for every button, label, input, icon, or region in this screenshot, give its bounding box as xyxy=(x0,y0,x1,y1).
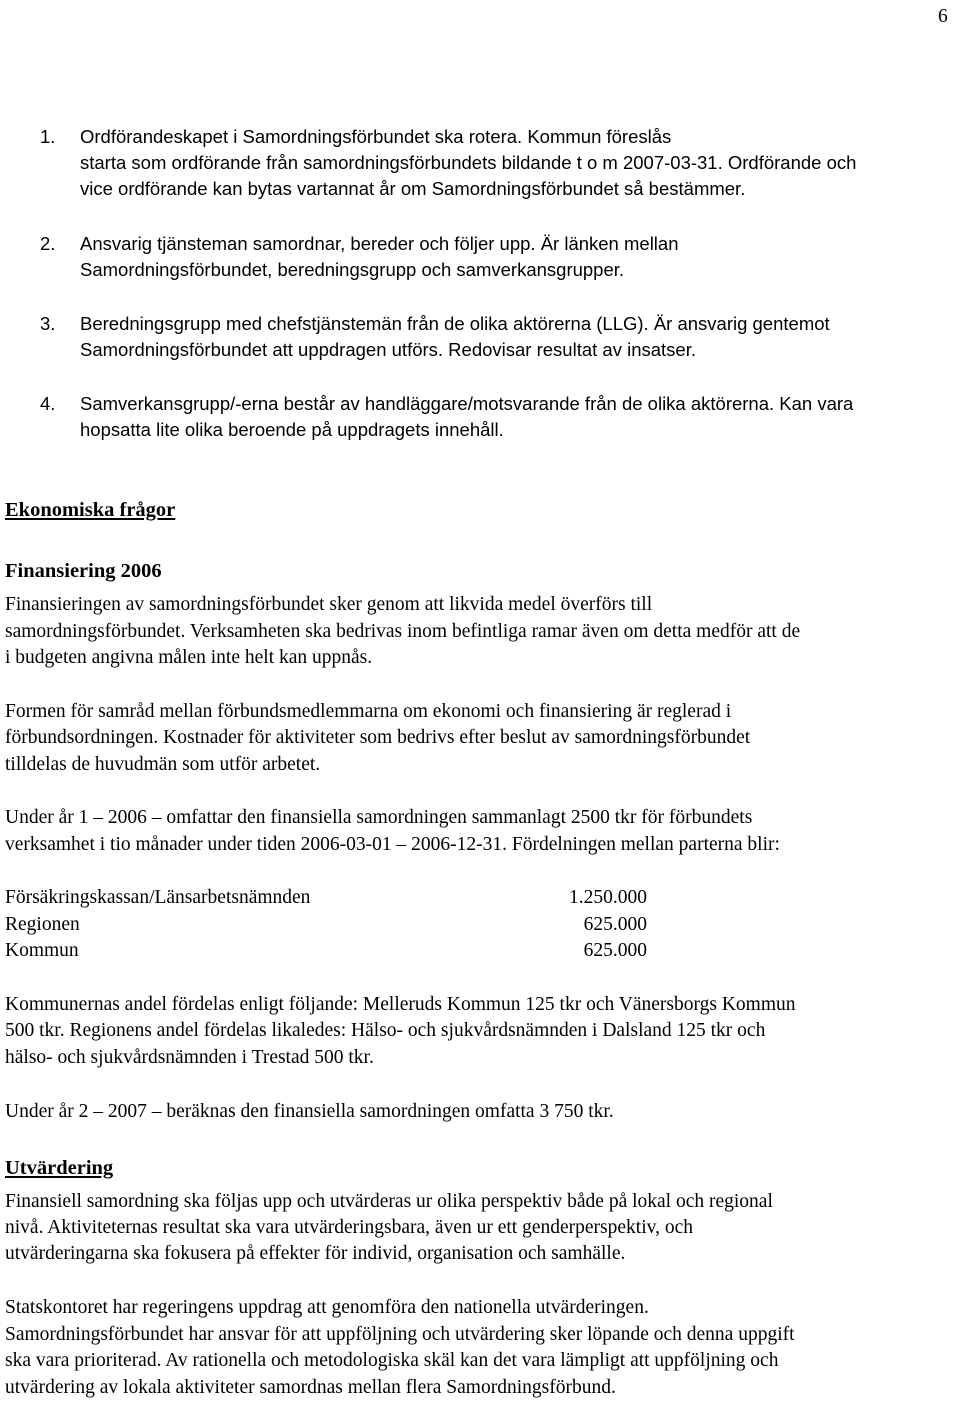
text-line: Under år 1 – 2006 – omfattar den finansiella samordningen sammanlagt 2500 tkr för förbundets xyxy=(5,807,753,828)
section-heading-economy: Ekonomiska frågor xyxy=(5,499,176,521)
list-line: Ansvarig tjänsteman samordnar, bereder och följer upp. Är länken mellan xyxy=(80,233,679,254)
party-name: Kommun xyxy=(5,940,79,961)
text-line: nivå. Aktiviteternas resultat ska vara utvärderingsbara, även ur ett genderperspektiv, och xyxy=(5,1217,694,1238)
party-amount: 1.250.000 xyxy=(569,887,647,908)
text-line: Under år 2 – 2007 – beräknas den finansiella samordningen omfatta 3 750 tkr. xyxy=(5,1101,614,1122)
text-line: utvärderingarna ska fokusera på effekter för individ, organisation och samhälle. xyxy=(5,1243,626,1264)
party-name: Regionen xyxy=(5,914,80,935)
text-line: Kommunernas andel fördelas enligt följande: Melleruds Kommun 125 tkr och Vänersborgs Kommun xyxy=(5,994,796,1015)
text-line: ska vara prioriterad. Av rationella och metodologiska skäl kan det vara lämpligt att uppföljning och xyxy=(5,1350,779,1371)
list-line: Samordningsförbundet, beredningsgrupp och samverkansgrupper. xyxy=(80,259,625,280)
text-line: samordningsförbundet. Verksamheten ska bedrivas inom befintliga ramar även om detta medför att de xyxy=(5,621,801,642)
text-line: i budgeten angivna målen inte helt kan uppnås. xyxy=(5,647,373,668)
section-heading-evaluation: Utvärdering xyxy=(5,1157,114,1179)
party-name: Försäkringskassan/Länsarbetsnämnden xyxy=(5,887,311,908)
text-line: utvärdering av lokala aktiviteter samordnas mellan flera Samordningsförbund. xyxy=(5,1377,616,1398)
list-number: 4. xyxy=(40,393,56,414)
text-line: Statskontoret har regeringens uppdrag att genomföra den nationella utvärderingen. xyxy=(5,1297,649,1318)
list-line: starta som ordförande från samordningsförbundets bildande t o m 2007-03-31. Ordförande och xyxy=(80,152,857,173)
text-line: tilldelas de huvudmän som utför arbetet. xyxy=(5,754,321,775)
list-line: vice ordförande kan bytas vartannat år om Samordningsförbundet så bestämmer. xyxy=(80,178,746,199)
list-number: 3. xyxy=(40,313,56,334)
list-number: 1. xyxy=(40,126,56,147)
text-line: Formen för samråd mellan förbundsmedlemmarna om ekonomi och finansiering är reglerad i xyxy=(5,701,732,722)
page-number: 6 xyxy=(938,6,948,27)
list-line: Ordförandeskapet i Samordningsförbundet ska rotera. Kommun föreslås xyxy=(80,126,672,147)
text-line: 500 tkr. Regionens andel fördelas likaledes: Hälso- och sjukvårdsnämnden i Dalsland 125 tkr och xyxy=(5,1020,766,1041)
text-line: hälso- och sjukvårdsnämnden i Trestad 500 tkr. xyxy=(5,1047,374,1068)
text-line: Finansieringen av samordningsförbundet sker genom att likvida medel överförs till xyxy=(5,594,653,615)
text-line: verksamhet i tio månader under tiden 2006-03-01 – 2006-12-31. Fördelningen mellan parterna blir: xyxy=(5,834,780,855)
list-line: Samordningsförbundet att uppdragen utförs. Redovisar resultat av insatser. xyxy=(80,339,696,360)
list-line: Beredningsgrupp med chefstjänstemän från de olika aktörerna (LLG). Är ansvarig gentemot xyxy=(80,313,830,334)
text-line: Samordningsförbundet har ansvar för att uppföljning och utvärdering sker löpande och denna uppgift xyxy=(5,1324,795,1345)
list-line: Samverkansgrupp/-erna består av handläggare/motsvarande från de olika aktörerna. Kan vara xyxy=(80,393,854,414)
text-line: förbundsordningen. Kostnader för aktiviteter som bedrivs efter beslut av samordningsförbundet xyxy=(5,727,751,748)
party-amount: 625.000 xyxy=(583,914,647,935)
subheading-financing: Finansiering 2006 xyxy=(5,560,162,582)
party-amount: 625.000 xyxy=(583,940,647,961)
list-line: hopsatta lite olika beroende på uppdragets innehåll. xyxy=(80,419,504,440)
list-number: 2. xyxy=(40,233,56,254)
text-line: Finansiell samordning ska följas upp och utvärderas ur olika perspektiv både på lokal och regional xyxy=(5,1191,773,1212)
